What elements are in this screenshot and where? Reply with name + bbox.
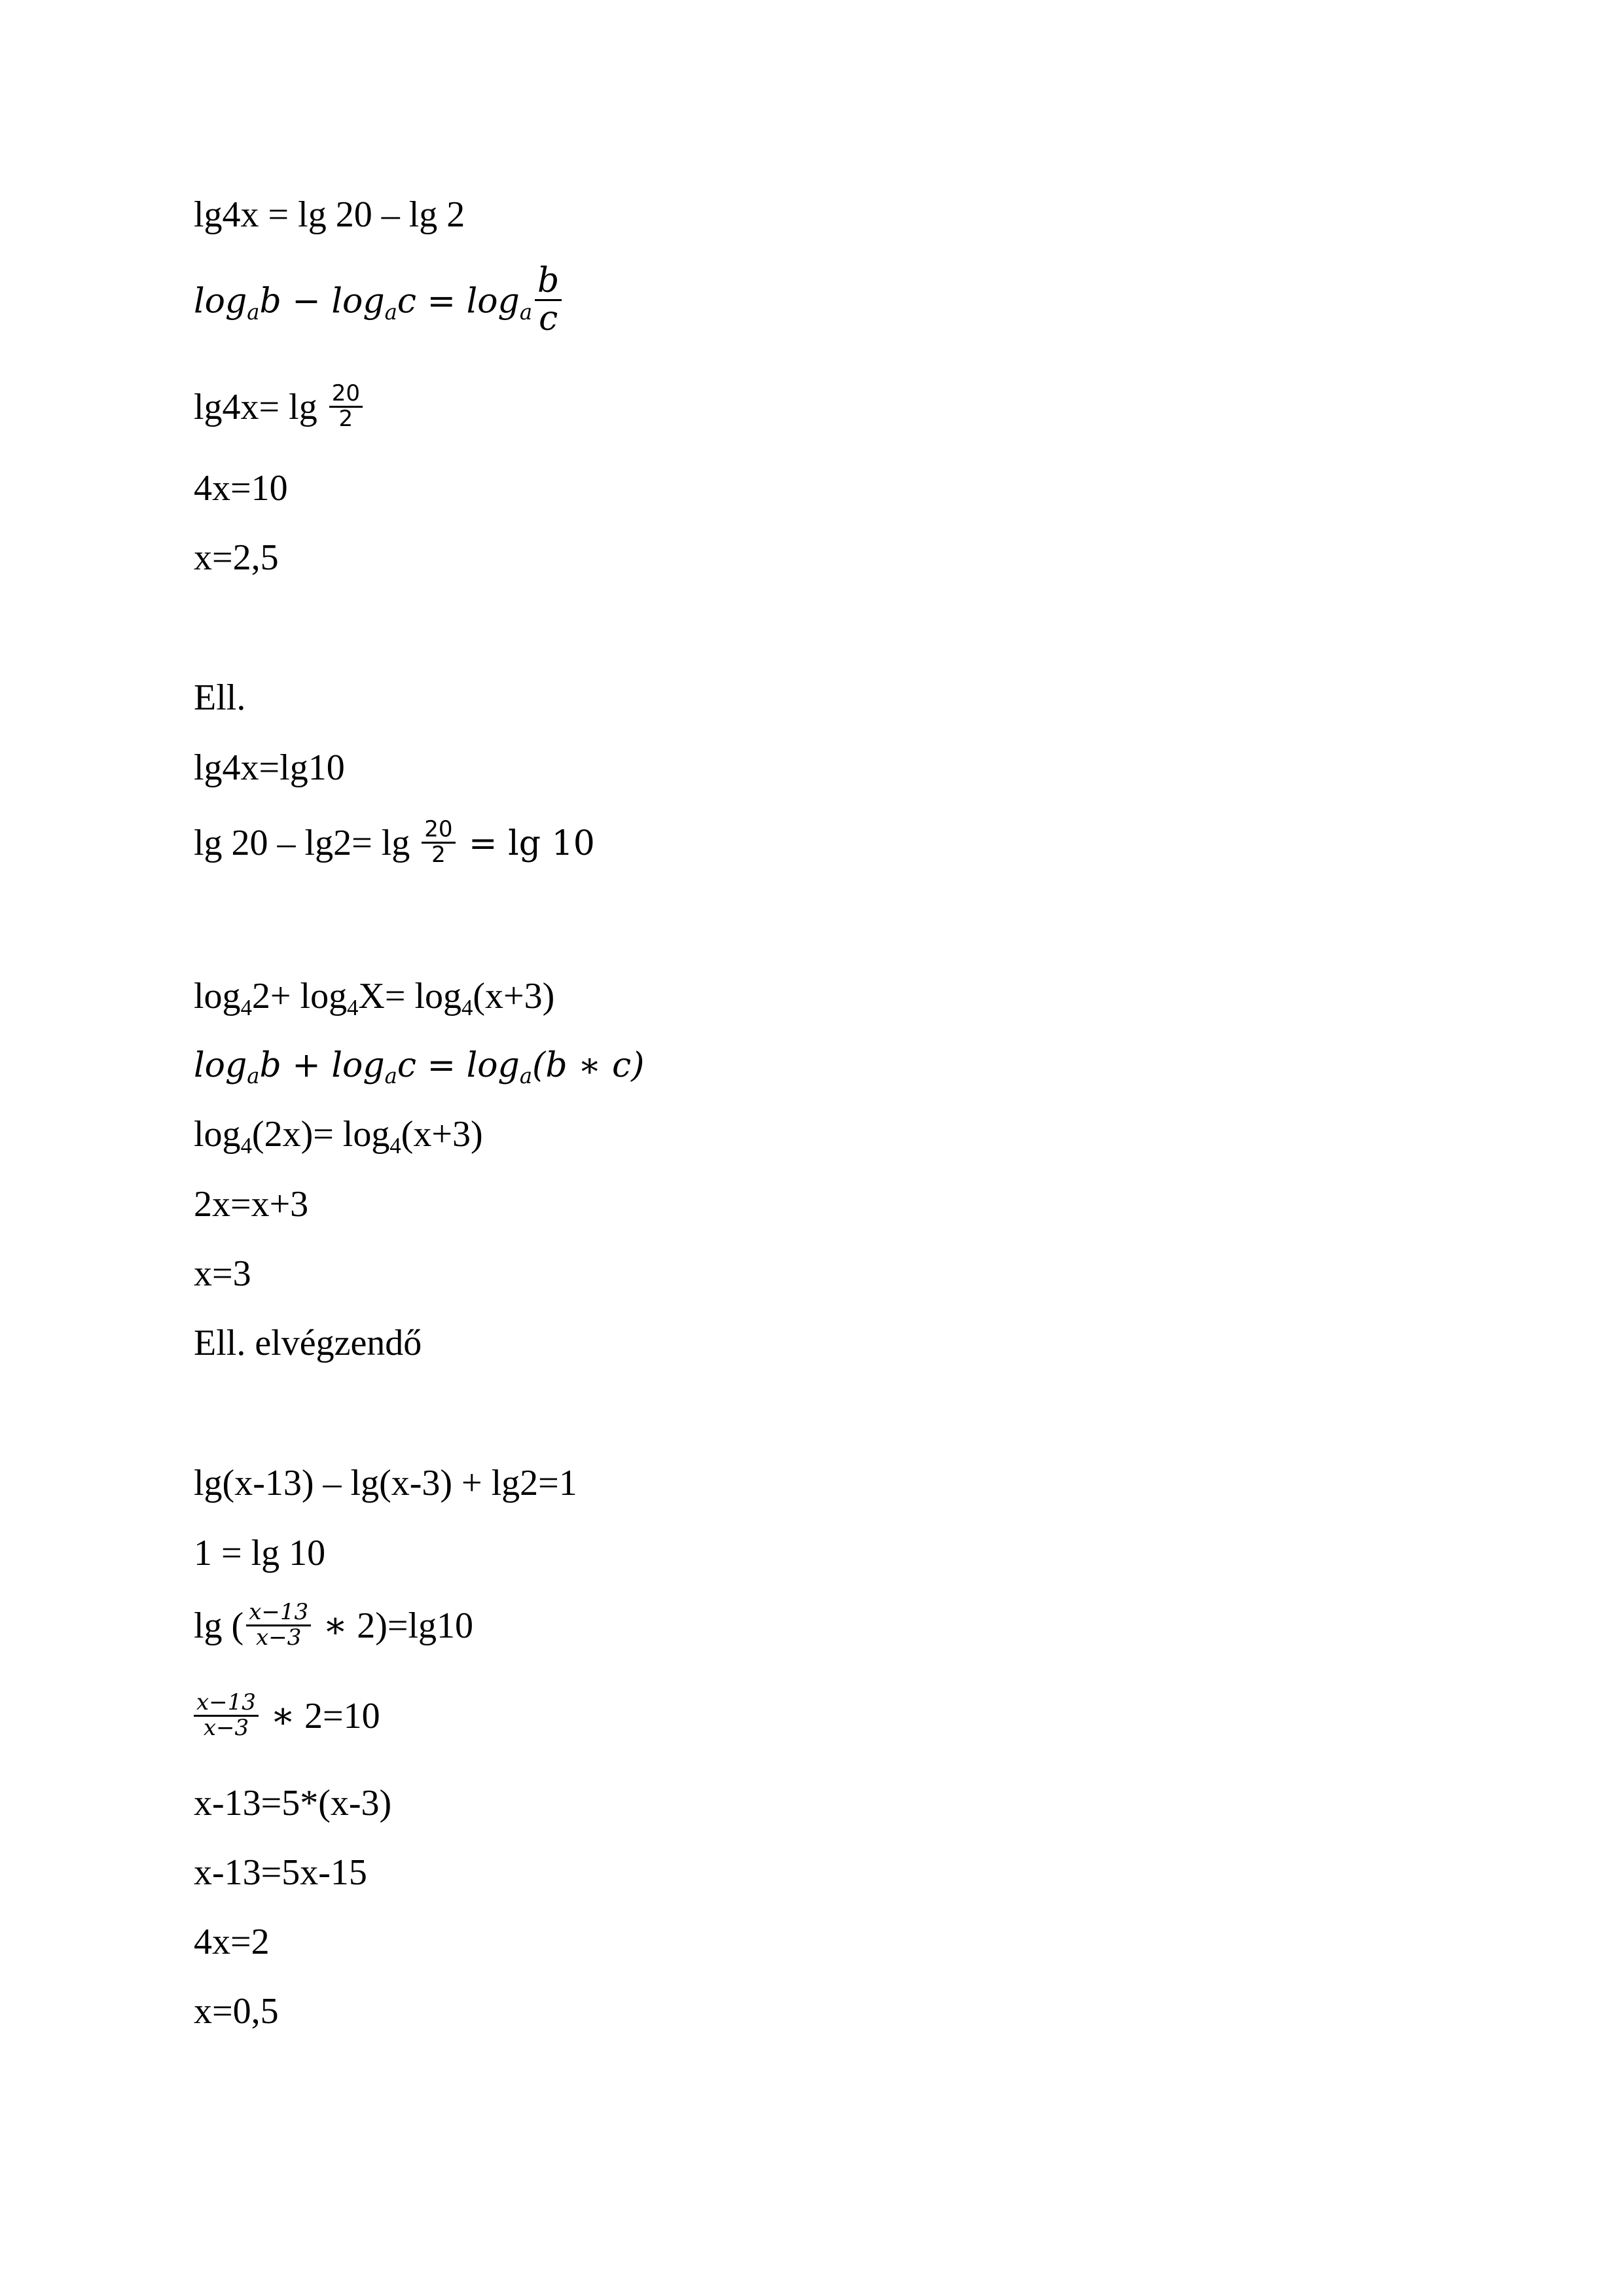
equation-line: x-13=5*(x-3): [194, 1783, 392, 1823]
equation-line: x-13=5x-15: [194, 1852, 367, 1893]
fraction: $\frac{x-13}{x-3}$: [194, 1691, 259, 1740]
fraction: $\frac{20}{2}$: [422, 818, 455, 867]
check-note: Ell. elvégzendő: [194, 1323, 422, 1363]
equation-line: 4x=10: [194, 468, 288, 509]
fraction: $\frac{20}{2}$: [329, 382, 363, 431]
equation-line: 2x=x+3: [194, 1184, 309, 1225]
equation-line: lg(x-13) – lg(x-3) + lg2=1: [194, 1463, 577, 1503]
equation-line: log42+ log4X= log4(x+3): [194, 976, 555, 1021]
equation-line: lg4x=lg10: [194, 747, 345, 788]
equation-line: x=0,5: [194, 1991, 279, 2032]
equation-line: $\frac{x-13}{x-3}$ ∗ 2=10: [194, 1695, 380, 1744]
equation-line: log4(2x)= log4(x+3): [194, 1114, 483, 1159]
check-heading: Ell.: [194, 677, 246, 718]
log-difference-rule: logab − logac = loga $\frac{b}{c}$: [194, 267, 564, 340]
fraction: $\frac{x-13}{x-3}$: [246, 1601, 311, 1649]
equation-line: 4x=2: [194, 1922, 270, 1962]
equation-line: 1 = lg 10: [194, 1533, 326, 1573]
log-sum-rule: logab + logac = loga(b ∗ c): [194, 1046, 645, 1089]
equation-line: x=3: [194, 1253, 251, 1294]
equation-line: [194, 196, 465, 233]
fraction: $\frac{b}{c}$: [535, 263, 562, 336]
equation-line: lg ( $\frac{x-13}{x-3}$ ∗ 2)=lg10: [194, 1599, 474, 1651]
equation-line: x=2,5: [194, 537, 279, 578]
equation-text: lg4x = lg 20 – lg 2: [194, 194, 465, 235]
equation-line: lg4x= lg $\frac{20}{2}$: [194, 386, 365, 435]
equation-line: lg 20 – lg2= lg $\frac{20}{2}$ = lg 10: [194, 816, 595, 868]
